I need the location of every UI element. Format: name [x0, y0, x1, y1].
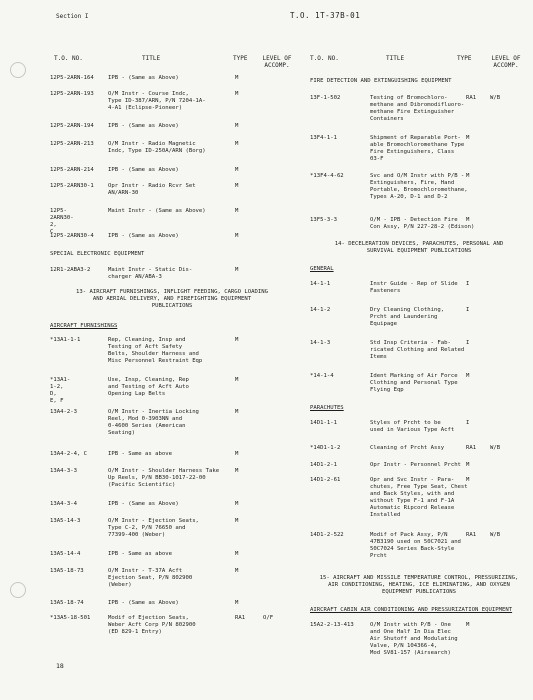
col-level: LEVEL OF ACCOMP. [491, 55, 521, 69]
col-to: T.O. NO. [310, 55, 339, 62]
col-title: TITLE [142, 55, 161, 62]
heading-cabin-air: AIRCRAFT CABIN AIR CONDITIONING AND PRESSURIZATION EQUIPMENT [310, 607, 513, 613]
heading-general: GENERAL [310, 266, 334, 272]
col-type: TYPE [457, 55, 472, 62]
col-level: LEVEL OF ACCOMP. [262, 55, 292, 69]
heading-fire-detection: FIRE DETECTION AND EXTINGUISHING EQUIPMENT [310, 78, 452, 84]
to-number: T.O. 1T-37B-01 [290, 11, 361, 20]
left-column: T.O. NO. TITLE TYPE LEVEL OF ACCOMP. 12P5-2ARN-164 IPB - (Same as Above) M 12P5-2ARN-193 O/M Instr - Course Indc, Type ID-387/ARN, P/N 7204-1A- 4-A1 (Eclipse-Pioneer) M 12P5-2ARN-194 IPB - (Same as Above) M 12P5-2ARN-213 O/M Instr - Radio Magnetic Indc, Type ID-250A/ARN (Borg) M 12P5-2ARN-214 IPB - (Same as Above) M 12P5-2ARN30-1 Opr Instr - Radio Rcvr Set AN/ARN-30 M 12P5-2ARN30-2, C Maint Instr - (Same as Above) M 12P5-2ARN30-4 IPB - (Same as Above) M SPECIAL ELECTRONIC EQUIPMENT 12R1-2ABA3-2 Maint Instr - Static Dis- charger AN/ABA-3 M 13- AIRCRAFT FURNISHINGS, INFLIGHT FEEDING, CARGO LOADING AND AERIAL DELIVERY, AND FIREFIGHTING EQUIPMENT PUBLICATIONS AIRCRAFT FURNISHINGS *13A1-1-1 Rep, Cleaning, Insp and Testing of Acft Safety Belts, Shoulder Harness and Misc Personnel Restraint Eqp M *13A1-1-2, D, E, F Use, Insp, Cleaning, Rep and Testing of Acft Auto Opening Lap Belts M 13A4-2-3 O/M Instr - Inertia Locking Reel, Mod 0-3903NN and 0-4600 Series (American Seating) M 13A4-2-4, C IPB - Same as above M 13A4-3-3 O/M Instr - Shoulder Harness Take Up Reels, P/N BB30-1017-22-00 (Pacific Scientific) M 13A4-3-4 IPB - (Same as Above) M 13A5-14-3 O/M Instr - Ejection Seats, Type C-2, P/N 76650 and 77399-400 (Weber) M 13A5-14-4 IPB - Same as above M 13A5-18-73 O/M Instr - T-37A Acft Ejection Seat, P/N 802900 (Weber) M 13A5-18-74 IPB - (Same as Above) M *13A5-18-501 Modif of Ejection Seats, Weber Acft Corp P/N 802900 (ED 829-1 Entry) RA1 O/F [50, 55, 296, 73]
section-label: Section I [56, 13, 89, 20]
right-column: T.O. NO. TITLE TYPE LEVEL OF ACCOMP. FIRE DETECTION AND EXTINGUISHING EQUIPMENT 13F-1-502 Testing of Bromochloro- methane and Dibromodifluoro- methane Fire Extinguisher Containers RA1 W/B 13F4-1-1 Shipment of Reparable Port- able Bromochloromethane Type Fire Extinguishers, Class 03-F M *13F4-4-62 Svc and O/M Instr with P/B - Extinguishers, Fire, Hand Portable, Bromochloromethane, Types A-20, D-1 and D-2 M 13F5-3-3 O/M - IPB - Detection Fire Con Assy, P/N 227-28-2 (Edison) M 14- DECELERATION DEVICES, PARACHUTES, PERSONAL AND SURVIVAL EQUIPMENT PUBLICATIONS GENERAL 14-1-1 Instr Guide - Rep of Slide Fasteners I 14-1-2 Dry Cleaning Clothing, Prcht and Laundering Equipage I 14-1-3 Std Insp Criteria - Fab- ricated Clothing and Related Items I *14-1-4 Ident Marking of Air Force Clothing and Personal Type Flying Eqp M PARACHUTES 14D1-1-1 Styles of Prcht to be used in Various Type Acft I *14D1-1-2 Cleaning of Prcht Assy RA1 W/B 14D1-2-1 Opr Instr - Personnel Prcht M 14D1-2-61 Opr and Svc Instr - Para- chutes, Free Type Seat, Chest and Back Styles, with and without Type F-1 and F-1A Automatic Ripcord Release Installed M 14D1-2-522 Modif of Pack Assy, P/N 47B3190 used on 50C7021 and 50C7024 Series Back-Style Prcht RA1 W/B 15- AIRCRAFT AND MISSILE TEMPERATURE CONTROL, PRESSURIZING, AIR CONDITIONING, HEATING, ICE ELIMINATING, AND OXYGEN EQUIPMENT PUBLICATIONS AIRCRAFT CABIN AIR CONDITIONING AND PRESSURIZATION EQUIPMENT 15A2-2-13-413 O/M Instr with P/B - One and One Half In Dia Elec Air Shutoff and Modulating Valve, P/N 104366-4, Mod SV81-157 (Airsearch) M [310, 55, 528, 73]
col-to: T.O. NO. [54, 55, 83, 62]
heading-parachutes: PARACHUTES [310, 405, 344, 411]
page-number: 18 [56, 662, 64, 670]
heading-aircraft-furnishings: AIRCRAFT FURNISHINGS [50, 323, 118, 329]
binder-hole [10, 62, 26, 78]
right-column-header [310, 55, 528, 73]
heading-section-13: 13- AIRCRAFT FURNISHINGS, INFLIGHT FEEDING, CARGO LOADING AND AERIAL DELIVERY, AND FIREFIGHTING EQUIPMENT PUBLICATIONS [76, 289, 268, 309]
heading-section-14: 14- DECELERATION DEVICES, PARACHUTES, PERSONAL AND SURVIVAL EQUIPMENT PUBLICATIONS [334, 241, 504, 254]
heading-special-electronic: SPECIAL ELECTRONIC EQUIPMENT [50, 251, 145, 257]
heading-section-15: 15- AIRCRAFT AND MISSILE TEMPERATURE CONTROL, PRESSURIZING, AIR CONDITIONING, HEATING, ICE ELIMINATING, AND OXYGEN EQUIPMENT PUBLICATIONS [319, 575, 519, 595]
col-type: TYPE [233, 55, 248, 62]
col-title: TITLE [386, 55, 405, 62]
left-column-header [50, 55, 296, 73]
binder-hole [10, 582, 26, 598]
